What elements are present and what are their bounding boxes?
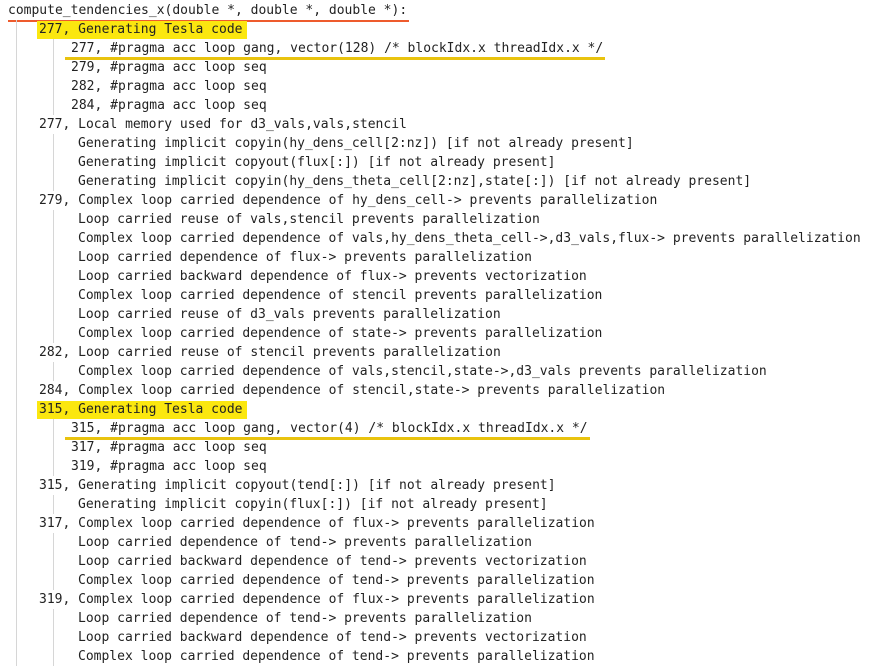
message-text: 315, Generating implicit copyout(tend[:]) [if not already present]: [39, 478, 556, 493]
message-text: 279, #pragma acc loop seq: [71, 60, 267, 75]
pragma-underlined-text: 315, #pragma acc loop gang, vector(4) /* blockIdx.x threadIdx.x */: [65, 421, 590, 440]
highlighted-text: 277, Generating Tesla code: [37, 21, 247, 39]
message-text: Complex loop carried dependence of vals,hy_dens_theta_cell->,d3_vals,flux-> prevents parallelization: [78, 231, 861, 246]
output-line: [0, 58, 890, 77]
output-line: [0, 172, 890, 191]
output-line: [0, 248, 890, 267]
message-text: Complex loop carried dependence of tend-> prevents parallelization: [78, 573, 595, 588]
message-text: Loop carried dependence of tend-> prevents parallelization: [78, 611, 532, 626]
message-text: Loop carried dependence of tend-> prevents parallelization: [78, 535, 532, 550]
output-line: [0, 343, 890, 362]
message-text: Complex loop carried dependence of stencil prevents parallelization: [78, 288, 603, 303]
output-line: [0, 267, 890, 286]
message-text: 317, Complex loop carried dependence of flux-> prevents parallelization: [39, 516, 595, 531]
output-line: [0, 400, 890, 419]
pragma-underlined-text: 277, #pragma acc loop gang, vector(128) /* blockIdx.x threadIdx.x */: [65, 41, 605, 60]
output-line: [0, 1, 890, 20]
output-line: [0, 609, 890, 628]
message-text: Generating implicit copyin(hy_dens_theta_cell[2:nz],state[:]) [if not already present]: [78, 174, 752, 189]
output-line: [0, 419, 890, 438]
message-text: 277, Local memory used for d3_vals,vals,stencil: [39, 117, 407, 132]
highlighted-text: 315, Generating Tesla code: [37, 401, 247, 419]
output-line: [0, 134, 890, 153]
output-line: [0, 115, 890, 134]
output-line: [0, 552, 890, 571]
output-line: [0, 457, 890, 476]
message-text: 279, Complex loop carried dependence of hy_dens_cell-> prevents parallelization: [39, 193, 658, 208]
output-line: [0, 628, 890, 647]
message-text: 282, Loop carried reuse of stencil prevents parallelization: [39, 345, 501, 360]
output-line: [0, 153, 890, 172]
output-line: [0, 647, 890, 666]
output-line: [0, 590, 890, 609]
message-text: Loop carried backward dependence of flux-> prevents vectorization: [78, 269, 587, 284]
output-line: [0, 191, 890, 210]
output-line: [0, 20, 890, 39]
output-line: [0, 533, 890, 552]
message-text: Loop carried backward dependence of tend-> prevents vectorization: [78, 554, 587, 569]
message-text: Generating implicit copyin(flux[:]) [if not already present]: [78, 497, 548, 512]
message-text: Generating implicit copyout(flux[:]) [if not already present]: [78, 155, 556, 170]
output-line: [0, 324, 890, 343]
message-text: Complex loop carried dependence of vals,stencil,state->,d3_vals prevents parallelization: [78, 364, 767, 379]
output-line: [0, 362, 890, 381]
output-line: [0, 96, 890, 115]
message-text: 282, #pragma acc loop seq: [71, 79, 267, 94]
output-line: [0, 476, 890, 495]
message-text: Loop carried reuse of vals,stencil prevents parallelization: [78, 212, 540, 227]
message-text: Complex loop carried dependence of state-> prevents parallelization: [78, 326, 603, 341]
message-text: 319, Complex loop carried dependence of flux-> prevents parallelization: [39, 592, 595, 607]
output-line: [0, 438, 890, 457]
message-text: 319, #pragma acc loop seq: [71, 459, 267, 474]
output-line: [0, 39, 890, 58]
message-text: Generating implicit copyin(hy_dens_cell[2:nz]) [if not already present]: [78, 136, 634, 151]
message-text: Loop carried backward dependence of tend-> prevents vectorization: [78, 630, 587, 645]
output-line: [0, 514, 890, 533]
output-line: [0, 495, 890, 514]
message-text: Complex loop carried dependence of tend-> prevents parallelization: [78, 649, 595, 664]
output-line: [0, 286, 890, 305]
output-line: [0, 210, 890, 229]
output-line: [0, 229, 890, 248]
output-line: [0, 571, 890, 590]
message-text: 284, Complex loop carried dependence of stencil,state-> prevents parallelization: [39, 383, 666, 398]
function-signature: compute_tendencies_x(double *, double *, double *):: [8, 3, 409, 22]
message-text: Loop carried reuse of d3_vals prevents parallelization: [78, 307, 501, 322]
output-line: [0, 77, 890, 96]
message-text: Loop carried dependence of flux-> prevents parallelization: [78, 250, 532, 265]
output-line: [0, 381, 890, 400]
message-text: 317, #pragma acc loop seq: [71, 440, 267, 455]
message-text: 284, #pragma acc loop seq: [71, 98, 267, 113]
output-line: [0, 305, 890, 324]
